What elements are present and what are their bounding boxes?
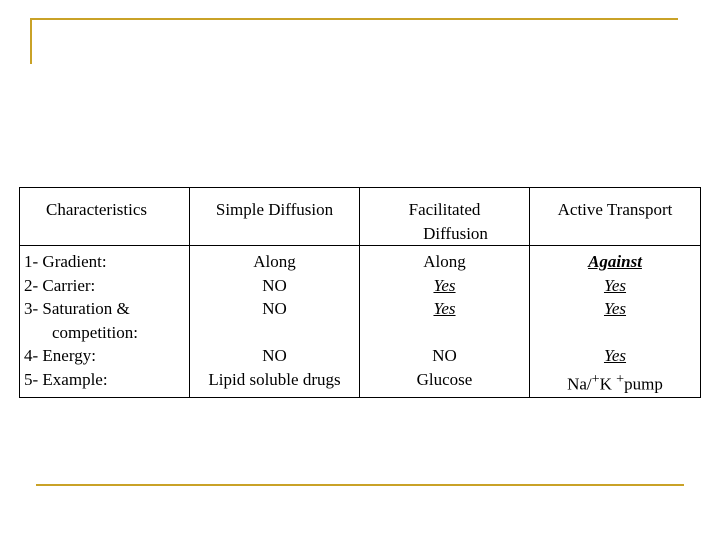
simple-diffusion-cell — [190, 246, 360, 398]
active-gradient: Against — [588, 252, 642, 271]
facilitated-gradient: Along — [423, 252, 466, 271]
header-simple-diffusion: Simple Diffusion — [190, 188, 360, 246]
facilitated-energy: NO — [432, 346, 457, 365]
decorative-left-rule — [30, 18, 32, 64]
active-energy: Yes — [603, 346, 627, 365]
active-transport-cell — [530, 246, 701, 398]
active-carrier: Yes — [603, 275, 627, 295]
table-header-row — [20, 188, 701, 246]
decorative-bottom-rule — [36, 484, 684, 486]
header-facilitated-diffusion: Facilitated Diffusion — [360, 188, 530, 246]
simple-saturation: NO — [262, 299, 287, 318]
active-example: Na/+K +pump — [567, 370, 663, 394]
simple-example: Lipid soluble drugs — [208, 369, 341, 389]
active-saturation: Yes — [603, 299, 627, 318]
characteristics-cell — [20, 246, 190, 398]
char-gradient: 1- Gradient: — [24, 252, 107, 271]
facilitated-diffusion-cell — [360, 246, 530, 398]
simple-energy: NO — [262, 346, 287, 365]
facilitated-example: Glucose — [416, 369, 473, 389]
char-carrier: 2- Carrier: — [24, 275, 96, 295]
header-active-transport: Active Transport — [530, 188, 701, 246]
facilitated-saturation: Yes — [433, 299, 456, 318]
char-example: 5- Example: — [24, 369, 108, 389]
table-body-row — [20, 246, 701, 398]
facilitated-carrier: Yes — [433, 275, 456, 295]
transport-comparison-table — [19, 187, 701, 398]
char-saturation: 3- Saturation & — [24, 299, 130, 318]
simple-carrier: NO — [262, 275, 287, 295]
decorative-top-rule — [30, 18, 678, 20]
header-characteristics: Characteristics — [20, 188, 190, 246]
simple-gradient: Along — [253, 252, 296, 271]
char-energy: 4- Energy: — [24, 346, 96, 365]
char-competition: competition: — [52, 322, 138, 342]
